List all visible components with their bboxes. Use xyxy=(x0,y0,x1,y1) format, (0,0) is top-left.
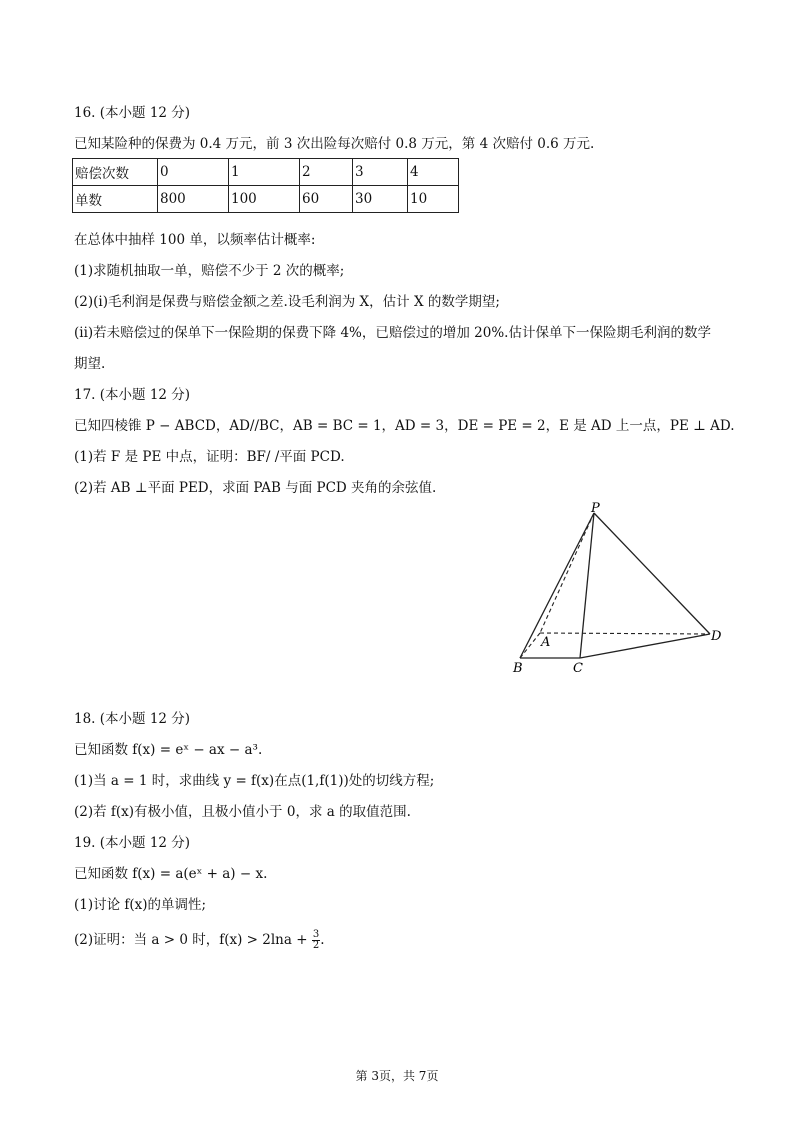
table-row xyxy=(73,186,459,213)
table-cell: 2 xyxy=(300,159,353,186)
table-row xyxy=(73,159,459,186)
table-cell: 0 xyxy=(158,159,229,186)
q16-part1: (1)求随机抽取一单，赔偿不少于 2 次的概率; xyxy=(74,263,345,279)
q19-intro: 已知函数 f(x) = a(eˣ + a) − x. xyxy=(74,866,268,882)
pyramid-figure xyxy=(505,500,735,680)
table-cell: 30 xyxy=(353,186,408,213)
table-cell: 100 xyxy=(229,186,300,213)
q19-header: 19. (本小题 12 分) xyxy=(74,835,191,851)
edge-ab-hidden xyxy=(520,633,540,658)
table-cell: 赔偿次数 xyxy=(73,159,158,186)
q18-part2: (2)若 f(x)有极小值，且极小值小于 0，求 a 的取值范围. xyxy=(74,804,411,820)
page-footer: 第 3页，共 7页 xyxy=(355,1069,439,1083)
table-cell: 1 xyxy=(229,159,300,186)
label-c: C xyxy=(573,661,583,676)
table-cell: 3 xyxy=(353,159,408,186)
q17-header: 17. (本小题 12 分) xyxy=(74,387,191,403)
edge-cd xyxy=(580,634,710,658)
fraction-denominator: 2 xyxy=(312,940,320,951)
q19-part1: (1)讨论 f(x)的单调性; xyxy=(74,897,207,913)
label-a: A xyxy=(541,635,551,650)
q16-intro: 已知某险种的保费为 0.4 万元，前 3 次出险每次赔付 0.8 万元，第 4 次赔付 0.6 万元. xyxy=(74,136,595,152)
edge-pb xyxy=(520,513,594,658)
table-cell: 60 xyxy=(300,186,353,213)
fraction-numerator: 3 xyxy=(312,929,320,940)
fraction-three-halves xyxy=(312,930,320,951)
q16-part2ii-cont: 期望. xyxy=(74,356,106,372)
q18-intro: 已知函数 f(x) = eˣ − ax − a³. xyxy=(74,742,263,758)
table-cell: 800 xyxy=(158,186,229,213)
edge-ad-hidden xyxy=(540,633,710,634)
q17-part1: (1)若 F 是 PE 中点，证明：BF/ /平面 PCD. xyxy=(74,449,345,465)
q17-intro: 已知四棱锥 P − ABCD，AD//BC，AB = BC = 1，AD = 3，DE = PE = 2，E 是 AD 上一点，PE ⊥ AD. xyxy=(74,418,735,434)
table-cell: 4 xyxy=(408,159,459,186)
q19-part2-end: . xyxy=(320,932,325,948)
q16-header: 16. (本小题 12 分) xyxy=(74,105,191,121)
label-p: P xyxy=(591,501,600,516)
edge-pd xyxy=(594,513,710,634)
table-cell: 单数 xyxy=(73,186,158,213)
q17-part2: (2)若 AB ⊥平面 PED，求面 PAB 与面 PCD 夹角的余弦值. xyxy=(74,480,437,496)
q19-part2 xyxy=(74,930,325,951)
q18-header: 18. (本小题 12 分) xyxy=(74,711,191,727)
q16-sample-text: 在总体中抽样 100 单，以频率估计概率: xyxy=(74,232,316,248)
q16-part2i: (2)(i)毛利润是保费与赔偿金额之差.设毛利润为 X，估计 X 的数学期望; xyxy=(74,294,500,310)
claims-table xyxy=(72,158,459,213)
edge-pc xyxy=(580,513,594,658)
label-d: D xyxy=(711,629,722,644)
edge-pa-hidden xyxy=(540,513,594,633)
q19-part2-text: (2)证明：当 a > 0 时，f(x) > 2lna + xyxy=(74,932,308,948)
label-b: B xyxy=(513,661,523,676)
table-cell: 10 xyxy=(408,186,459,213)
q18-part1: (1)当 a = 1 时，求曲线 y = f(x)在点(1,f(1))处的切线方程; xyxy=(74,773,435,789)
q16-part2ii: (ii)若未赔偿过的保单下一保险期的保费下降 4%，已赔偿过的增加 20%.估计保单下一保险期毛利润的数学 xyxy=(74,325,711,341)
